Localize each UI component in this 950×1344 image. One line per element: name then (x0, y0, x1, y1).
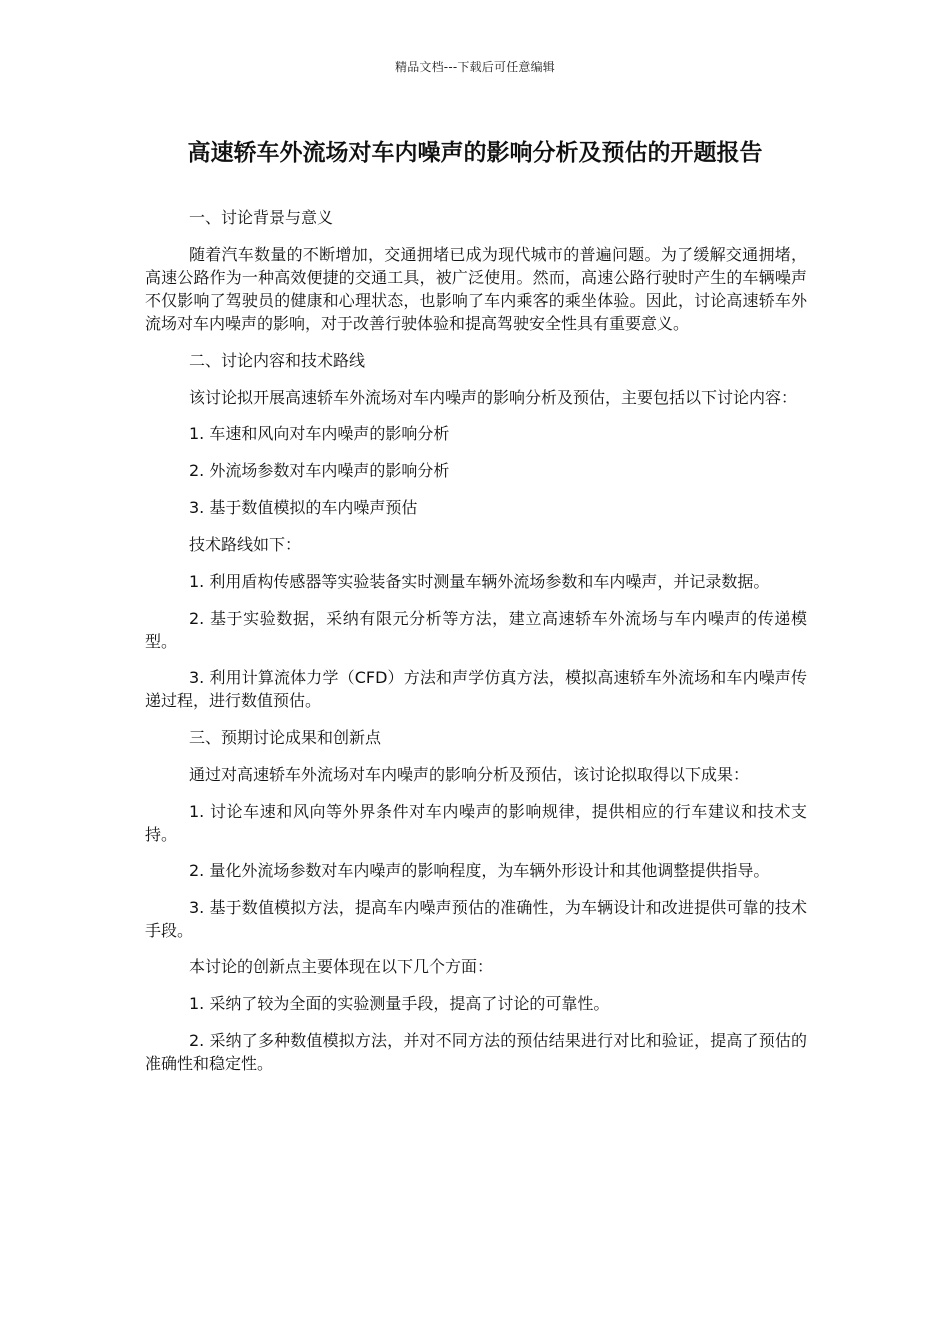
list-item: 2. 采纳了多种数值模拟方法，并对不同方法的预估结果进行对比和验证，提高了预估的准确性和稳定性。 (145, 1031, 807, 1073)
paragraph-outcomes-intro: 通过对高速轿车外流场对车内噪声的影响分析及预估，该讨论拟取得以下成果： (189, 764, 750, 784)
section-heading-background: 一、讨论背景与意义 (189, 208, 334, 227)
list-item: 3. 基于数值模拟的车内噪声预估 (189, 498, 418, 517)
list-item: 3. 基于数值模拟方法，提高车内噪声预估的准确性，为车辆设计和改进提供可靠的技术手段。 (145, 897, 807, 940)
list-item: 2. 外流场参数对车内噪声的影响分析 (189, 461, 450, 480)
list-item: 1. 利用盾构传感器等实验装备实时测量车辆外流场参数和车内噪声，并记录数据。 (189, 572, 770, 591)
list-item: 3. 利用计算流体力学（CFD）方法和声学仿真方法，模拟高速轿车外流场和车内噪声传递过程，进行数值预估。 (145, 668, 807, 710)
header-note: 精品文档---下载后可任意编辑 (395, 60, 555, 74)
paragraph-background: 随着汽车数量的不断增加，交通拥堵已成为现代城市的普遍问题。为了缓解交通拥堵，高速公路作为一种高效便捷的交通工具，被广泛使用。然而，高速公路行驶时产生的车辆噪声不仅影响了驾驶员的健康和心理状态，也影响了车内乘客的乘坐体验。因此，讨论高速轿车外流场对车内噪声的影响，对于改善行驶体验和提高驾驶安全性具有重要意义。 (145, 245, 807, 333)
page-title: 高速轿车外流场对车内噪声的影响分析及预估的开题报告 (187, 140, 763, 166)
document-body (145, 206, 807, 1089)
list-item: 1. 车速和风向对车内噪声的影响分析 (189, 424, 450, 443)
section-heading-outcomes: 三、预期讨论成果和创新点 (189, 727, 382, 747)
section-heading-content: 二、讨论内容和技术路线 (189, 350, 366, 370)
list-item: 1. 讨论车速和风向等外界条件对车内噪声的影响规律，提供相应的行车建议和技术支持。 (145, 801, 807, 844)
paragraph-innovation-intro: 本讨论的创新点主要体现在以下几个方面： (189, 957, 494, 976)
paragraph-route-intro: 技术路线如下： (189, 535, 302, 554)
paragraph-content-intro: 该讨论拟开展高速轿车外流场对车内噪声的影响分析及预估，主要包括以下讨论内容： (189, 387, 798, 407)
list-item: 2. 基于实验数据，采纳有限元分析等方法，建立高速轿车外流场与车内噪声的传递模型。 (145, 608, 807, 651)
list-item: 1. 采纳了较为全面的实验测量手段，提高了讨论的可靠性。 (189, 994, 610, 1013)
list-item: 2. 量化外流场参数对车内噪声的影响程度，为车辆外形设计和其他调整提供指导。 (189, 861, 770, 880)
